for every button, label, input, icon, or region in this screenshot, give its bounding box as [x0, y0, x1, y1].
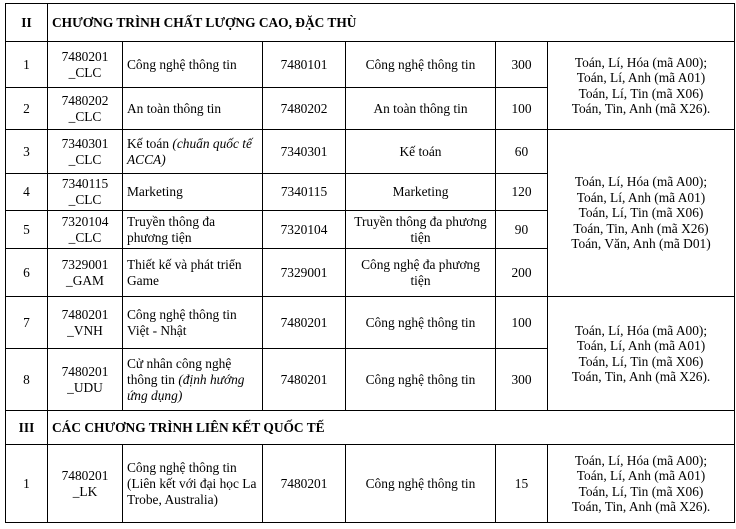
section-title: CHƯƠNG TRÌNH CHẤT LƯỢNG CAO, ĐẶC THÙ	[48, 4, 735, 42]
section-header	[6, 411, 735, 445]
program-name: Thiết kế và phát triển Game	[123, 249, 263, 297]
program-code: 7480201 _LK	[48, 445, 123, 523]
section-title: CÁC CHƯƠNG TRÌNH LIÊN KẾT QUỐC TẾ	[48, 411, 735, 445]
subject-combinations: Toán, Lí, Hóa (mã A00); Toán, Lí, Anh (mã A01) Toán, Lí, Tin (mã X06) Toán, Tin, Anh (mã X26).	[548, 445, 735, 523]
major-code: 7480201	[263, 445, 346, 523]
program-code: 7480201 _CLC	[48, 42, 123, 88]
quota: 15	[496, 445, 548, 523]
quota: 120	[496, 174, 548, 211]
row-number: 1	[6, 42, 48, 88]
table-row	[6, 445, 735, 523]
major-code: 7340115	[263, 174, 346, 211]
row-number: 5	[6, 211, 48, 249]
program-name: Truyền thông đa phương tiện	[123, 211, 263, 249]
program-code: 7480201 _UDU	[48, 349, 123, 411]
program-code: 7480202 _CLC	[48, 88, 123, 130]
subject-combinations: Toán, Lí, Hóa (mã A00); Toán, Lí, Anh (mã A01) Toán, Lí, Tin (mã X06) Toán, Tin, Anh (mã X26).	[548, 42, 735, 130]
major-name: Công nghệ đa phương tiện	[346, 249, 496, 297]
quota: 100	[496, 88, 548, 130]
quota: 60	[496, 130, 548, 174]
major-code: 7320104	[263, 211, 346, 249]
program-name: Marketing	[123, 174, 263, 211]
major-code: 7340301	[263, 130, 346, 174]
row-number: 7	[6, 297, 48, 349]
major-code: 7480101	[263, 42, 346, 88]
major-name: Công nghệ thông tin	[346, 42, 496, 88]
major-code: 7480201	[263, 297, 346, 349]
program-code: 7340115 _CLC	[48, 174, 123, 211]
table-row	[6, 130, 735, 174]
row-number: 2	[6, 88, 48, 130]
major-name: Công nghệ thông tin	[346, 349, 496, 411]
major-code: 7329001	[263, 249, 346, 297]
major-name: Truyền thông đa phương tiện	[346, 211, 496, 249]
major-code: 7480201	[263, 349, 346, 411]
quota: 100	[496, 297, 548, 349]
program-code: 7480201 _VNH	[48, 297, 123, 349]
quota: 300	[496, 42, 548, 88]
row-number: 8	[6, 349, 48, 411]
major-name: An toàn thông tin	[346, 88, 496, 130]
program-name: Kế toán (chuẩn quốc tế ACCA)	[123, 130, 263, 174]
subject-combinations: Toán, Lí, Hóa (mã A00); Toán, Lí, Anh (mã A01) Toán, Lí, Tin (mã X06) Toán, Tin, Anh (mã X26) Toán, Văn, Anh (mã D01)	[548, 130, 735, 297]
table-row	[6, 297, 735, 349]
section-number: III	[6, 411, 48, 445]
program-code: 7329001 _GAM	[48, 249, 123, 297]
quota: 90	[496, 211, 548, 249]
program-code: 7340301 _CLC	[48, 130, 123, 174]
program-name: Cử nhân công nghệ thông tin (định hướng ứng dụng)	[123, 349, 263, 411]
section-number: II	[6, 4, 48, 42]
major-name: Kế toán	[346, 130, 496, 174]
admissions-table	[5, 3, 735, 523]
major-name: Marketing	[346, 174, 496, 211]
row-number: 6	[6, 249, 48, 297]
subject-combinations: Toán, Lí, Hóa (mã A00); Toán, Lí, Anh (mã A01) Toán, Lí, Tin (mã X06) Toán, Tin, Anh (mã X26).	[548, 297, 735, 411]
major-name: Công nghệ thông tin	[346, 297, 496, 349]
program-name: Công nghệ thông tin (Liên kết với đại học La Trobe, Australia)	[123, 445, 263, 523]
row-number: 4	[6, 174, 48, 211]
major-name: Công nghệ thông tin	[346, 445, 496, 523]
quota: 200	[496, 249, 548, 297]
program-name: Công nghệ thông tin Việt - Nhật	[123, 297, 263, 349]
major-code: 7480202	[263, 88, 346, 130]
program-code: 7320104 _CLC	[48, 211, 123, 249]
table-row	[6, 42, 735, 88]
section-header	[6, 4, 735, 42]
quota: 300	[496, 349, 548, 411]
row-number: 1	[6, 445, 48, 523]
program-name: An toàn thông tin	[123, 88, 263, 130]
row-number: 3	[6, 130, 48, 174]
program-name: Công nghệ thông tin	[123, 42, 263, 88]
